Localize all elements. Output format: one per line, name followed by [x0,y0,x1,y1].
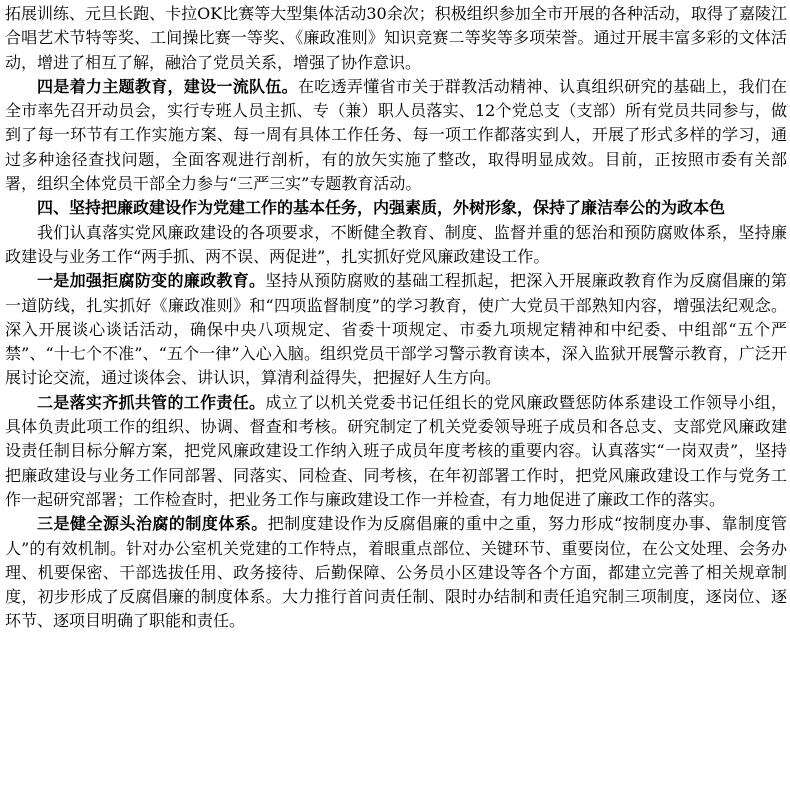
paragraph-shared-responsibility [5,391,787,512]
paragraph-theme-education [5,75,787,196]
paragraph-text: 在吃透弄懂省市关于群教活动精神、认真组织研究的基础上，我们在全市率先召开动员会，实行专班人员主抓、专（兼）职人员落实、12个党总支（支部）所有党员共同参与，做到了每一环节有工作实施方案、每一周有具体工作任务、每一项工作都落实到人，开展了形式多样的学习，通过多种途径查找问题，全面客观进行剖析，有的放矢实施了整改，取得明显成效。目前，正按照市委有关部署，组织全体党员干部全力参与“三严三实”专题教育活动。 [5,76,787,194]
paragraph-text: 坚持从预防腐败的基础工程抓起，把深入开展廉政教育作为反腐倡廉的第一道防线，扎实抓好《廉政准则》和“四项监督制度”的学习教育，使广大党员干部熟知内容，增强法纪观念。深入开展谈心谈话活动，确保中央八项规定、省委十项规定、市委九项规定精神和中纪委、中组部“五个严禁”、“十七个不准”、“五个一律”入心入脑。组织党员干部学习警示教育读本，深入监狱开展警示教育，广泛开展讨论交流，通过谈体会、讲认识，算清利益得失，把握好人生方向。 [5,271,787,388]
paragraph-lead: 二是落实齐抓共管的工作责任。 [37,392,266,412]
paragraph-lead: 一是加强拒腐防变的廉政教育。 [37,271,266,291]
section-heading-four: 四、坚持把廉政建设作为党建工作的基本任务，内强素质，外树形象，保持了廉洁奉公的为政本色 [37,198,726,218]
paragraph-lead: 四是着力主题教育，建设一流队伍。 [37,76,298,96]
paragraph-integrity-education [5,269,787,390]
paragraph-text: 拓展训练、元旦长跑、卡拉OK比赛等大型集体活动30余次；积极组织参加全市开展的各种活动，取得了嘉陵江合唱艺术节特等奖、工间操比赛一等奖、《廉政准则》知识竞赛二等奖等多项荣誉。通过开展丰富多彩的文体活动，增进了相互了解，融洽了党员关系，增强了协作意识。 [5,4,787,72]
paragraph-text: 把制度建设作为反腐倡廉的重中之重，努力形成“按制度办事、靠制度管人”的有效机制。针对办公室机关党建的工作特点，着眼重点部位、关键环节、重要岗位，在公文处理、会务办理、机要保密、干部选拔任用、政务接待、后勤保障、公务员小区建设等各个方面，都建立完善了相关规章制度，初步形成了反腐倡廉的制度体系。大力推行首问责任制、限时办结制和责任追究制三项制度，逐岗位、逐环节、逐项目明确了职能和责任。 [5,514,787,631]
paragraph-integrity-requirements [5,221,787,270]
paragraph-text: 成立了以机关党委书记任组长的党风廉政暨惩防体系建设工作领导小组，具体负责此项工作的组织、协调、督查和考核。研究制定了机关党委领导班子成员和各总支、支部党风廉政建设责任制目标分解方案，把党风廉政建设工作纳入班子成员年度考核的重要内容。认真落实“一岗双责”，坚持把廉政建设与业务工作同部署、同落实、同检查、同考核，在年初部署工作时，把党风廉政建设工作与党务工作一起研究部署；工作检查时，把业务工作与廉政建设工作一并检查，有力地促进了廉政工作的落实。 [5,392,787,509]
paragraph-text: 我们认真落实党风廉政建设的各项要求，不断健全教育、制度、监督并重的惩治和预防腐败体系，坚持廉政建设与业务工作“两手抓、两不误、两促进”，扎实抓好党风廉政建设工作。 [5,222,787,266]
paragraph-lead: 三是健全源头治腐的制度体系。 [37,514,268,534]
paragraph-system-building [5,512,787,633]
paragraph-cultural-activities [5,2,787,75]
